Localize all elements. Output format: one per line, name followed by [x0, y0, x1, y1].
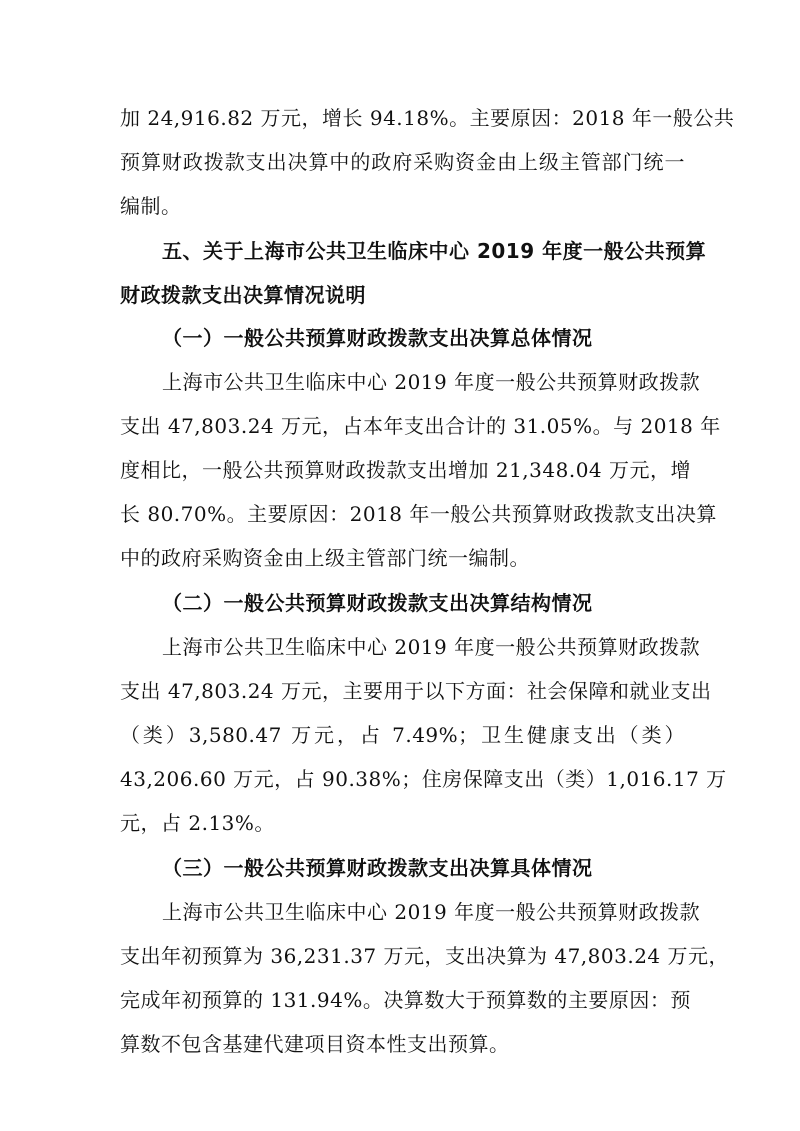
paragraph-line: 支出 47,803.24 万元，占本年支出合计的 31.05%。与 2018 年 [120, 414, 721, 438]
paragraph-line: 长 80.70%。主要原因：2018 年一般公共预算财政拨款支出决算 [120, 502, 717, 526]
paragraph-line: 中的政府采购资金由上级主管部门统一编制。 [120, 546, 530, 570]
paragraph-line: 度相比，一般公共预算财政拨款支出增加 21,348.04 万元，增 [120, 458, 692, 482]
paragraph-line: 预算财政拨款支出决算中的政府采购资金由上级主管部门统一 [120, 150, 685, 174]
paragraph-line: 编制。 [120, 194, 182, 218]
section-heading: 财政拨款支出决算情况说明 [120, 283, 366, 307]
paragraph-line: 支出 47,803.24 万元，主要用于以下方面：社会保障和就业支出 [120, 679, 712, 703]
paragraph-line: 上海市公共卫生临床中心 2019 年度一般公共预算财政拨款 [162, 900, 701, 924]
subsection-heading: （三）一般公共预算财政拨款支出决算具体情况 [162, 856, 593, 880]
paragraph-line: （类）3,580.47 万元，占 7.49%；卫生健康支出（类） [120, 723, 685, 747]
paragraph-line: 算数不包含基建代建项目资本性支出预算。 [120, 1032, 510, 1056]
paragraph-line: 加 24,916.82 万元，增长 94.18%。主要原因：2018 年一般公共 [120, 106, 735, 130]
paragraph-line: 完成年初预算的 131.94%。决算数大于预算数的主要原因：预 [120, 988, 691, 1012]
paragraph-line: 上海市公共卫生临床中心 2019 年度一般公共预算财政拨款 [162, 370, 701, 394]
section-heading: 五、关于上海市公共卫生临床中心 2019 年度一般公共预算 [162, 239, 707, 263]
subsection-heading: （二）一般公共预算财政拨款支出决算结构情况 [162, 591, 593, 615]
paragraph-line: 上海市公共卫生临床中心 2019 年度一般公共预算财政拨款 [162, 635, 701, 659]
paragraph-line: 43,206.60 万元，占 90.38%；住房保障支出（类）1,016.17 万 [120, 767, 727, 791]
paragraph-line: 元，占 2.13%。 [120, 811, 275, 835]
subsection-heading: （一）一般公共预算财政拨款支出决算总体情况 [162, 326, 593, 350]
paragraph-line: 支出年初预算为 36,231.37 万元，支出决算为 47,803.24 万元， [120, 944, 730, 968]
